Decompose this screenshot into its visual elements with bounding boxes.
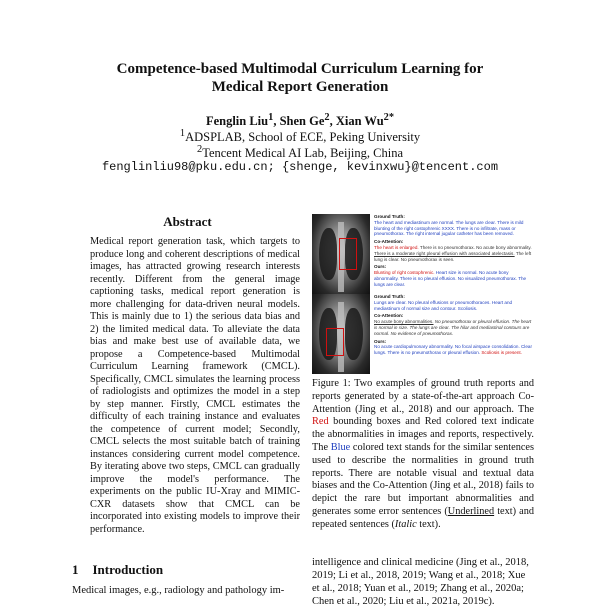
report-text-italic: No pneumothorax or pleural effusion. The heart is normal in size. The lungs are clear. The hilar and mediastinal contours are normal. No evidence of pneumothorax. [374, 319, 532, 336]
author-name: Xian Wu [335, 114, 384, 129]
section-title: Introduction [92, 562, 164, 577]
caption-italic-word: Italic [394, 518, 417, 530]
caption-text: bounding boxes and Red colored text indicate the abnormalities in images and reports, respectively. The [312, 416, 534, 453]
chest-xray-image [312, 214, 370, 294]
figure-caption [312, 378, 534, 532]
author-name: Fenglin Liu [205, 114, 269, 129]
affiliation [0, 144, 600, 161]
figure-report-example-1 [374, 214, 532, 288]
lung-shape [345, 308, 363, 360]
affiliation-text: Tencent Medical AI Lab, Beijing, China [202, 146, 403, 161]
author-name: Shen Ge [279, 114, 325, 129]
ground-truth-label: Ground Truth: [374, 294, 405, 299]
author-emails: fenglinliu98@pku.edu.cn; {shenge, kevinxwu}@tencent.com [101, 160, 499, 174]
report-text-red: Scoliosis is present. [481, 350, 522, 356]
figure-report-example-2 [374, 294, 532, 356]
ours-label: Ours: [374, 264, 387, 270]
report-text: The left lung is clear. No pneumothorax is seen. [374, 250, 532, 262]
caption-underlined-word: Underlined [447, 505, 495, 517]
report-text-red: The heart is enlarged. [374, 244, 419, 250]
affiliation-sup: 1 [179, 128, 186, 139]
co-attention-label: Co-Attention: [374, 239, 404, 245]
caption-text: text) and repeated sentences ( [312, 505, 535, 530]
caption-red-word: Red [312, 416, 329, 428]
ground-truth-label: Ground Truth: [374, 214, 405, 219]
section-number: 1 [72, 562, 79, 577]
introduction-body: Medical images, e.g., radiology and pathology im- [72, 585, 285, 596]
affiliation [0, 128, 600, 145]
report-text: Lungs are clear. No pleural effusions or pneumothoraces. Heart and mediastinum of normal size and contour. Scoliosis. [374, 299, 513, 311]
abnormality-bounding-box [326, 328, 344, 356]
co-attention-label: Co-Attention: [374, 313, 404, 319]
caption-text: text). [416, 518, 441, 530]
paper-title-line-1: Competence-based Multimodal Curriculum Learning for [116, 61, 484, 77]
report-text: The heart and mediastinum are normal. The lungs are clear. There is mild blunting of the right costophrenic XXXX. There is no infiltrate, mass or pneumothorax. The right internal jugular catheter has been removed. [374, 219, 524, 237]
author-list: Fenglin Liu$^1$, Shen Ge$^2$, Xian $Wu^{2*}$ [205, 112, 395, 129]
report-text: No acute cardiopulmonary abnormality. No focal airspace consolidation. Clear lungs. There is no pneumothorax or pleural effusion. [374, 344, 532, 356]
ours-text [374, 344, 532, 356]
report-text-underlined: No acute bony abnormalities. [374, 319, 434, 325]
chest-xray-image [312, 294, 370, 374]
abstract-body: Medical report generation task, which targets to produce long and coherent descriptions of medical images, has attracted growing research interests recently. Different from the general image captioning tasks, medical report generation is more challenging for data-driven neural models. This is mainly due to 1) the serious data bias and 2) the limited medical data. To alleviate the data bias and make best use of available data, we propose a Competence-based Multimodal Curriculum Learning framework (CMCL). Specifically, CMCL simulates the learning process of radiologists and optimizes the model in a step by step manner. Firstly, CMCL estimates the difficulty of each training instance and evaluates the competence of current model; Secondly, CMCL selects the most suitable batch of training instances considering current model competence. By iterating above two steps, CMCL can gradually improve the model's performance. The experiments on the public IU-Xray and MIMIC-CXR datasets show that CMCL can be incorporated into existing models to improve their performance. [90, 236, 300, 535]
caption-text: Figure 1: Two examples of ground truth reports and reports generated by a state-of-the-art approach Co-Attention (Jing et al., 2018) and our approach. The [312, 378, 534, 415]
affiliation-text: ADSPLAB, School of ECE, Peking University [185, 130, 421, 145]
abstract-heading: Abstract [163, 214, 212, 229]
report-text: There is no pneumothorax. No acute bony abnormality. [418, 244, 532, 250]
author-sup: 1 [268, 112, 274, 123]
report-text: Heart size is normal. No acute bony abnormality. There is no pleural effusion. No visualized pneumothorax. The lungs are clear. [374, 270, 527, 287]
ours-text [374, 270, 532, 287]
co-attention-text [374, 245, 532, 262]
ground-truth-text [374, 300, 532, 312]
abnormality-bounding-box [339, 238, 357, 270]
co-attention-text [374, 319, 532, 336]
paper-title [0, 60, 600, 96]
ours-label: Ours: [374, 338, 387, 344]
lung-shape [319, 228, 337, 280]
section-heading-introduction [72, 562, 163, 578]
affiliation-sup: 2 [196, 144, 203, 155]
author-sup: 2* [383, 112, 395, 123]
report-text-red: Blunting of right costophrenic. [374, 270, 435, 276]
report-text-underlined: There is a moderate right pleural effusion with associated atelectasis. [374, 250, 515, 256]
right-column-body: intelligence and clinical medicine (Jing et al., 2018, 2019; Li et al., 2018, 2019; Wang et al., 2018; Xue et al., 2018; Yuan et al., 2019; Zhang et al., 2020a; Chen et al., 2020; Liu et al., 2021a, 2019c). [312, 557, 529, 607]
author-sup: 2 [324, 112, 330, 123]
paper-title-line-2: Medical Report Generation [211, 79, 389, 95]
caption-text: colored text stands for the similar sentences used to describe the normalities in ground truth reports. There are notable visual and textual data biases and the Co-Attention (Jing et al., 2018) fails to depict the rare but important abnormalities and generates some error sentences ( [312, 441, 534, 517]
caption-blue-word: Blue [330, 441, 351, 453]
ground-truth-text [374, 220, 532, 237]
